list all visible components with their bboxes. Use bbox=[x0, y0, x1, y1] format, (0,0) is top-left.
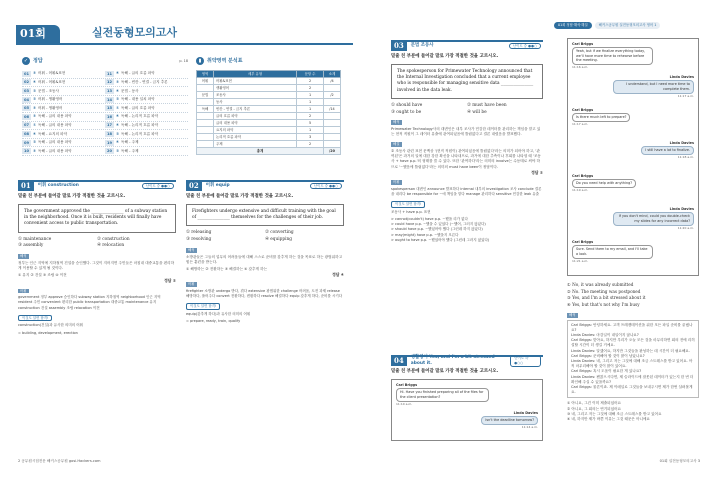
answer-row bbox=[22, 147, 188, 156]
chat-window bbox=[391, 379, 543, 441]
answer-mark: ② bbox=[33, 88, 37, 93]
answer-type: 독해 - 요지의 파악 bbox=[38, 131, 68, 136]
chat-time: 11:20 a.m. bbox=[677, 225, 694, 230]
answer-type: 문법 - 동사 bbox=[121, 88, 139, 93]
question-bar bbox=[391, 355, 543, 365]
chat-time: 11:19 a.m. bbox=[572, 188, 589, 193]
answer-type: 독해 - 논리적 흐름 파악 bbox=[121, 114, 159, 119]
answer-row bbox=[22, 139, 188, 148]
answer-cell bbox=[22, 140, 105, 146]
table-header: 소계 bbox=[323, 71, 340, 78]
question-04 bbox=[391, 355, 543, 441]
weak-title: 취약영역 분석표 bbox=[207, 57, 243, 64]
answer-number: 17 bbox=[106, 123, 112, 128]
chat-bubble: Yeah, but if we finalize everything today, we'll have more time to rehearse before the meeting. bbox=[572, 47, 653, 66]
option-item: ① No, it was already submitted bbox=[567, 282, 634, 287]
table-row bbox=[197, 99, 341, 106]
cell-count: 2 bbox=[297, 78, 324, 85]
answer-row bbox=[22, 113, 188, 122]
solution-text: ② 조동사 관련 표현 문맥상 '(현직 직원이) 관여되었음에 틀림없다'라는 의미가 되어야 하고, '관여된'은 과거의 일에 대한 강한 확신을 나타내므로, 과거에 대한 추측이나 후회를 나타낼 때 '조동사 + have p.p.'의 형태를 쓸 수 있다. 또한 '관여하다'라는 의미의 involve는 수동태로 써야 하므로 '~했음에 틀림없다'라는 의미의 must have been이 정답이다. bbox=[391, 149, 541, 169]
tag-translation: 해석 bbox=[188, 247, 195, 252]
chat-message bbox=[613, 207, 694, 230]
answer-cell bbox=[105, 71, 188, 77]
translation-text: 소방관들은 그들의 업무의 어려움들에 대해 스스로 준비를 갖추게 하는 것을 목표로 하는 광범위하고 힘든 훈련을 받는다. bbox=[186, 254, 343, 264]
answer-mark: ④ bbox=[116, 122, 120, 127]
cell-sub: 어휘&표현 bbox=[213, 78, 296, 85]
cell-area bbox=[197, 85, 214, 92]
chat-sender: Linda Davies bbox=[669, 75, 694, 79]
answer-type: 문법 - 조동사 bbox=[38, 88, 59, 93]
table-row bbox=[197, 127, 341, 134]
answer-number: 12 bbox=[106, 80, 112, 85]
chat-sender: Linda Davies bbox=[669, 207, 694, 211]
answer-cell bbox=[105, 148, 188, 154]
answer-type: 독해 - 글의 내용 파악 bbox=[38, 122, 72, 127]
answer-type: 어휘 - 어휘&표현 bbox=[38, 71, 66, 76]
option-item: ② No. The meeting was postponed bbox=[567, 288, 641, 294]
chat-bubble: Hi. Have you finished preparing all of the files for the client presentation? bbox=[396, 388, 489, 402]
answer-cell bbox=[105, 131, 188, 137]
answers-page-ref: p. 18 bbox=[179, 58, 188, 63]
cell-area: 문법 bbox=[197, 92, 214, 99]
answer-cell bbox=[105, 97, 188, 103]
answer-number: 07 bbox=[23, 123, 29, 128]
answer-type: 독해 - 글의 흐름 파악 bbox=[121, 105, 155, 110]
cell-sum bbox=[323, 141, 340, 148]
option-item: ③ resolving bbox=[186, 237, 212, 243]
tag-translation: 해석 bbox=[20, 254, 27, 259]
chat-sender: Carl Briggs bbox=[572, 108, 594, 112]
tag-translation: 해석 bbox=[393, 120, 400, 125]
cell-sum bbox=[323, 127, 340, 134]
translation-option: ② 아니요, 그 회의는 연기되었어요 bbox=[567, 406, 622, 411]
page-title: 실전동형모의고사 bbox=[92, 26, 178, 39]
chat-sender: Carl Briggs bbox=[572, 174, 594, 178]
answer-number: 16 bbox=[106, 114, 112, 119]
option-item: ① releasing bbox=[186, 230, 212, 236]
answer-row bbox=[22, 96, 188, 105]
answer-label: 정답 ② bbox=[164, 278, 176, 284]
cell-count: 5 bbox=[297, 120, 324, 127]
translation-line: Linda Davies: 괜찮으시다면, 제 슬라이드에 잘못된 데이터가 있는지 한 번 더 확인해 주실 수 있을까요? bbox=[571, 374, 694, 384]
answer-cell bbox=[22, 114, 105, 120]
answer-cell bbox=[22, 79, 105, 85]
answer-mark: ③ bbox=[33, 148, 37, 153]
chat-message bbox=[572, 174, 636, 192]
check-icon: ✓ bbox=[23, 57, 29, 64]
answer-cell bbox=[105, 88, 188, 94]
question-number: 01 bbox=[18, 181, 34, 191]
question-passage: The government approved the _______________ of a subway station in the neighborhood. Once it is built, residents will finally have convenient access to public transportation. bbox=[18, 204, 176, 233]
right-page bbox=[359, 0, 718, 480]
answer-type: 독해 - 주제 bbox=[121, 148, 139, 153]
translation-line: Carl Briggs: 준비해야 할 것이 많이 남았나요? bbox=[571, 353, 645, 358]
answer-mark: ④ bbox=[33, 131, 37, 136]
chat-window-main bbox=[567, 38, 699, 276]
translation-line: Carl Briggs: 안녕하세요. 고객 프레젠테이션을 위한 모든 파일 준비를 끝냈나요? bbox=[571, 322, 693, 332]
chat-sender: Linda Davies bbox=[513, 410, 538, 415]
answer-cell bbox=[105, 122, 188, 128]
cell-sum: /2 bbox=[323, 92, 340, 99]
chat-bubble: Is there much left to prepare? bbox=[572, 113, 630, 123]
chat-time: 11:17 a.m. bbox=[572, 122, 589, 127]
chat-options bbox=[567, 282, 699, 422]
answer-mark: ① bbox=[116, 105, 120, 110]
translation-line: Carl Briggs: 혹시 도움이 필요한 게 있나요? bbox=[571, 369, 642, 374]
question-topic: 어휘 equip bbox=[205, 183, 230, 189]
translation-options: ① 유지 ② 건설 ③ 조립 ④ 이전 bbox=[18, 273, 67, 278]
tag-vocab: 어휘 bbox=[393, 179, 400, 184]
answer-number: 04 bbox=[23, 97, 29, 102]
answer-type: 어휘 - 생활영어 bbox=[38, 97, 63, 102]
chat-sender: Carl Briggs bbox=[572, 42, 594, 46]
question-bar bbox=[391, 40, 543, 50]
answer-number: 20 bbox=[106, 149, 112, 154]
tip-words: = building, development, erection bbox=[18, 330, 78, 335]
chat-time: 11:17 a.m. bbox=[677, 93, 694, 98]
option-item: ④ equipping bbox=[265, 237, 293, 243]
tip-text: 조동사 + have p.p. 표현 bbox=[391, 209, 431, 214]
cell-count: 1 bbox=[297, 92, 324, 99]
answer-number: 19 bbox=[106, 140, 112, 145]
page-header bbox=[16, 25, 353, 45]
question-instruction: 밑줄 친 부분에 들어갈 말로 가장 적절한 것을 고르시오. bbox=[391, 369, 499, 374]
tag-solution: 해설 bbox=[393, 142, 400, 147]
answer-type: 독해 - 글의 흐름 파악 bbox=[121, 71, 155, 76]
tip-text: construction(건설)과 유사한 의미의 어휘 bbox=[18, 323, 84, 328]
answer-cell bbox=[22, 131, 105, 137]
option-item: ② construction bbox=[97, 236, 130, 242]
chat-translation-options bbox=[567, 401, 699, 422]
answer-label: 정답 ② bbox=[531, 169, 543, 175]
cell-sub: 글의 흐름 파악 bbox=[213, 113, 296, 120]
answer-number: 06 bbox=[23, 114, 29, 119]
cell-sub: 빈칸 - 연결 - 금지 추론 bbox=[213, 106, 296, 113]
cell-area bbox=[197, 99, 214, 106]
question-bar bbox=[186, 180, 344, 190]
question-number: 02 bbox=[186, 181, 202, 191]
cell-area bbox=[197, 127, 214, 134]
vocab-text: firefighter 소방관 undergo 받다, 겪다 extensive 광범위한 challenge 어려움, 도전 과제 release 해방하다, 풀어주다 convert 전환하다, 변환하다 resolve 해결하다 equip 갖추게 하다, 준비를 시키다 bbox=[186, 288, 343, 299]
book-title: 해커스공무원 실전동형모의고사 영어 1 bbox=[595, 22, 661, 29]
translation-line: Carl Briggs: 맞아요, 하지만 우리가 오늘 모든 것을 마무리하면 회의 전에 리허설할 시간이 더 생길 거예요. bbox=[571, 338, 695, 348]
chat-time: 11:21 a.m. bbox=[572, 258, 589, 263]
answer-mark: ④ bbox=[116, 71, 120, 76]
option-item: ② must have been bbox=[467, 102, 507, 108]
section-tab: 01회 정답·해석·해설 bbox=[554, 22, 592, 28]
question-instruction: 밑줄 친 부분에 들어갈 말로 가장 적절한 것을 고르시오. bbox=[18, 194, 126, 199]
left-footer: 2 공무원시험전문 해커스공무원 gosi.Hackers.com bbox=[18, 459, 101, 463]
chat-message bbox=[396, 383, 489, 406]
chat-time: 11:14 a.m. bbox=[521, 425, 538, 430]
answer-number: 05 bbox=[23, 106, 29, 111]
answer-number: 18 bbox=[106, 131, 112, 136]
option-list bbox=[391, 103, 543, 116]
difficulty-badge: 난이도 중 ●●○ bbox=[509, 43, 541, 50]
option-item: ④ Yes, but that's not why I'm busy bbox=[567, 301, 640, 307]
chat-bubble: If you don't mind, could you double-check my slides for any incorrect data? bbox=[613, 212, 694, 226]
answer-number: 01 bbox=[23, 71, 29, 76]
answer-number: 14 bbox=[106, 97, 112, 102]
vocab-text: spokesperson 대변인 announce 발표하다 internal 내부의 investigation 조사 conclude 결론을 내리다 be responsible for ~에 책임을 맡다 manage 관리하다 sensitive 민감한 leak 유출 bbox=[391, 186, 542, 196]
answer-number: 02 bbox=[23, 80, 29, 85]
round-badge: 01회 bbox=[16, 25, 60, 43]
answer-cell bbox=[105, 114, 188, 120]
answer-cell bbox=[22, 122, 105, 128]
translation-text: Primewater Technology사의 대변인은 내부 조사가 민감한 데이터를 관리하는 책임을 맡고 있는 현직 직원이 그 데이터 유출에 관여되었음에 틀림없다고 결론 내렸음을 발표했다. bbox=[391, 127, 541, 137]
table-header: 문항 수 bbox=[297, 71, 324, 78]
answer-mark: ③ bbox=[33, 71, 37, 76]
answer-mark: ④ bbox=[116, 140, 120, 145]
answer-row bbox=[22, 104, 188, 113]
answer-cell bbox=[105, 140, 188, 146]
right-header bbox=[554, 22, 660, 29]
question-passage: Firefighters undergo extensive and difficult training with the goal of _______________ themselves for the challenges of their job. bbox=[186, 204, 344, 226]
tag-vocab: 어휘 bbox=[188, 282, 195, 287]
answer-mark: ③ bbox=[33, 105, 37, 110]
right-footer: 01회 실전동형모의고사 3 bbox=[659, 459, 700, 463]
cell-count: 2 bbox=[297, 141, 324, 148]
option-item: ③ assembly bbox=[18, 243, 44, 249]
tag-vocab: 어휘 bbox=[20, 288, 27, 293]
answer-cell bbox=[105, 79, 188, 85]
answer-type: 어휘 - 어휘&표현 bbox=[38, 79, 66, 84]
vocab-text: government 정부 approve 승인하다 subway station 지하철역 neighborhood 인근 지역 resident 주민 convenient 편리한 public transportation 대중교통 maintenance 유지 construction 건설 assembly 조립 relocation 이전 bbox=[18, 295, 161, 310]
answer-number: 08 bbox=[23, 131, 29, 136]
question-topic: 생활영어 Yes, and I'm a bit stressed about it. bbox=[410, 355, 495, 366]
tip-list bbox=[391, 217, 543, 243]
tip-item: > ought to have p.p. ~했었어야 했다 (그런데 그러지 않았다) bbox=[391, 237, 490, 242]
option-item: ① maintenance bbox=[18, 236, 52, 242]
cell-sub: 논리적 흐름 파악 bbox=[213, 134, 296, 141]
answer-mark: ④ bbox=[33, 79, 37, 84]
tip-item: > should have p.p. ~했었어야 했다 (그런데 하지 않았다) bbox=[391, 227, 483, 232]
answer-mark: ④ bbox=[116, 114, 120, 119]
cell-sub: 글의 내용 파악 bbox=[213, 120, 296, 127]
chat-sender: Carl Briggs bbox=[396, 382, 418, 387]
question-topic: 문법 조동사 bbox=[410, 43, 434, 49]
tip-text: equip(갖추게 하다)과 유사한 의미의 어휘 bbox=[186, 311, 251, 316]
cell-count: 1 bbox=[297, 99, 324, 106]
option-item: ④ will be bbox=[467, 109, 487, 115]
translation-option: ④ 네, 하지만 제가 바쁜 이유는 그것 때문은 아니에요 bbox=[567, 417, 650, 422]
answer-cell bbox=[22, 105, 105, 111]
option-item: ① should have bbox=[391, 102, 423, 108]
tip-words: = prepare, ready, train, qualify bbox=[186, 319, 241, 324]
cell-area: 독해 bbox=[197, 106, 214, 113]
chat-message bbox=[572, 42, 653, 69]
question-number: 03 bbox=[391, 41, 407, 51]
answer-row bbox=[22, 122, 188, 131]
cell-area bbox=[197, 141, 214, 148]
question-instruction: 밑줄 친 부분에 들어갈 말로 가장 적절한 것을 고르시오. bbox=[186, 194, 294, 199]
translation-line: Linda Davies: 마감일이 내일이지 않나요? bbox=[571, 333, 639, 337]
table-row bbox=[197, 120, 341, 127]
cell-sub: 요지의 파악 bbox=[213, 127, 296, 134]
answer-mark: ① bbox=[33, 122, 37, 127]
option-item: ④ relocation bbox=[97, 243, 125, 249]
answer-type: 독해 - 글의 내용 파악 bbox=[38, 148, 72, 153]
option-list bbox=[18, 237, 176, 250]
answer-type: 독해 - 주제 bbox=[121, 140, 139, 145]
translation-option: ③ 네, 그리고 저는 그것에 대해 조금 스트레스를 받고 있어요 bbox=[567, 411, 662, 416]
table-header: 세부 유형 bbox=[213, 71, 296, 78]
answer-mark: ② bbox=[33, 97, 37, 102]
tip-badge: 이것도 알면 합격! bbox=[18, 315, 52, 322]
question-bar bbox=[18, 180, 176, 190]
tip-item: > could have p.p. ~했을 수 있었다 (~했어, 그러지 않았다) bbox=[391, 222, 486, 227]
option-item: ③ ought to be bbox=[391, 109, 422, 115]
answer-type: 독해 - 내용 일치 파악 bbox=[121, 97, 155, 102]
answer-row bbox=[22, 87, 188, 96]
cell-sum bbox=[323, 120, 340, 127]
translation-line: Linda Davies: 네, 그리고 저는 그것에 대해 조금 스트레스를 받고 있어요. 아직 마무리해야 할 것이 많이 있어요. bbox=[571, 359, 693, 369]
chart-icon: ▮ bbox=[196, 57, 204, 65]
answers-title: 정답 bbox=[33, 57, 43, 64]
answer-grid bbox=[22, 70, 188, 156]
chat-message bbox=[572, 108, 630, 126]
answer-number: 03 bbox=[23, 88, 29, 93]
cell-sum: /4 bbox=[323, 78, 340, 85]
cell-area: 어휘 bbox=[197, 78, 214, 85]
answers-header bbox=[22, 57, 188, 65]
cell-count: 1 bbox=[297, 127, 324, 134]
chat-message bbox=[572, 240, 653, 263]
translation-options: ① 해방하는 ② 전환하는 ③ 해결하는 ④ 갖추게 하는 bbox=[186, 266, 268, 271]
answer-mark: ④ bbox=[116, 88, 120, 93]
question-01 bbox=[18, 180, 176, 336]
table-header: 영역 bbox=[197, 71, 214, 78]
cell-count: 2 bbox=[297, 113, 324, 120]
answer-label: 정답 ④ bbox=[332, 272, 344, 278]
difficulty-badge: 난이도 하 ●○○ bbox=[510, 355, 541, 366]
chat-time: 11:18 a.m. bbox=[677, 155, 694, 160]
translation-line: Carl Briggs: 물론이죠. 제 이메일로 그것들을 보내주시면 제가 한번 살펴볼게요. bbox=[571, 385, 693, 395]
chat-sender: Linda Davies bbox=[669, 141, 694, 145]
answer-cell bbox=[105, 105, 188, 111]
answer-number: 15 bbox=[106, 106, 112, 111]
question-instruction: 밑줄 친 부분에 들어갈 말로 가장 적절한 것을 고르시오. bbox=[391, 54, 499, 59]
cell-sum bbox=[323, 134, 340, 141]
answer-mark: ② bbox=[116, 97, 120, 102]
tip-badge: 이것도 알면 합격! bbox=[186, 303, 220, 310]
chat-bubble: Isn't the deadline tomorrow? bbox=[481, 416, 538, 426]
tip-item: > may(might) have p.p. ~했을지 모른다 bbox=[391, 232, 459, 237]
tip-item: > cannot(couldn't) have p.p. ~했을 리가 없다 bbox=[391, 216, 468, 221]
chat-message bbox=[613, 75, 694, 98]
translation-line: Linda Davies: 알겠어요, 하지만 그것들을 완성하는 데 시간이 더 필요해요. bbox=[571, 348, 691, 353]
question-02 bbox=[186, 180, 344, 324]
cell-sum: /14 bbox=[323, 106, 340, 113]
answer-type: 독해 - 빈칸 - 연결 - 금지 추론 bbox=[121, 79, 168, 84]
weak-area-table bbox=[196, 70, 341, 155]
total-value: /20 bbox=[323, 148, 340, 155]
cell-sub: 동사 bbox=[213, 99, 296, 106]
answer-mark: ② bbox=[33, 140, 37, 145]
question-passage: The spokesperson for Primewater Technology announced that the Internal Investigation concluded that a current employee who is responsible for managing sensitive data _______________ involved in the data leak. bbox=[391, 64, 543, 99]
chat-time: 11:16 a.m. bbox=[572, 65, 589, 70]
cell-sub: 생활영어 bbox=[213, 85, 296, 92]
answer-number: 10 bbox=[23, 149, 29, 154]
difficulty-badge: 난이도 중 ●●○ bbox=[310, 183, 342, 190]
cell-count: 1 bbox=[297, 106, 324, 113]
answer-cell bbox=[22, 97, 105, 103]
chat-bubble: I understand, but I need more time to complete them. bbox=[613, 80, 694, 94]
cell-sum bbox=[323, 99, 340, 106]
answer-row bbox=[22, 130, 188, 139]
cell-area bbox=[197, 134, 214, 141]
cell-sum bbox=[323, 85, 340, 92]
chat-sender: Carl Briggs bbox=[572, 240, 594, 244]
question-03 bbox=[391, 40, 543, 243]
table-row bbox=[197, 106, 341, 113]
answer-mark: ③ bbox=[116, 79, 120, 84]
answer-cell bbox=[22, 148, 105, 154]
table-row bbox=[197, 85, 341, 92]
answer-number: 11 bbox=[106, 71, 112, 76]
cell-area bbox=[197, 120, 214, 127]
total-label: 총계 bbox=[197, 148, 324, 155]
table-total-row bbox=[197, 148, 341, 155]
answer-type: 독해 - 논리적 흐름 파악 bbox=[121, 122, 159, 127]
answer-type: 독해 - 글의 내용 파악 bbox=[38, 114, 72, 119]
answer-type: 어휘 - 생활영어 bbox=[38, 105, 63, 110]
cell-sub: 조동사 bbox=[213, 92, 296, 99]
tip-badge: 이것도 알면 합격! bbox=[391, 201, 425, 208]
answer-type: 독해 - 글의 내용 파악 bbox=[38, 140, 72, 145]
translation-option: ① 아니요, 그건 이미 제출되었어요 bbox=[567, 401, 622, 406]
tag-translation: 해석 bbox=[569, 313, 576, 317]
translation-text: 정부는 인근 지역에 지하철역 건설을 승인했다. 그것이 지어지면 주민들은 마침내 대중교통을 편리하게 이용할 수 있게 될 것이다. bbox=[18, 260, 175, 270]
question-number: 04 bbox=[391, 356, 407, 366]
chat-bubble: Sure. Send them to my email, and I'll take a look. bbox=[572, 245, 653, 259]
difficulty-badge: 난이도 중 ●●○ bbox=[142, 183, 174, 190]
table-row bbox=[197, 113, 341, 120]
cell-sub: 주제 bbox=[213, 141, 296, 148]
cell-count: 3 bbox=[297, 134, 324, 141]
answer-mark: ② bbox=[116, 148, 120, 153]
chat-message bbox=[641, 141, 694, 159]
answer-number: 13 bbox=[106, 88, 112, 93]
question-topic: 어휘 construction bbox=[37, 183, 79, 189]
cell-count: 2 bbox=[297, 85, 324, 92]
chat-message bbox=[481, 411, 538, 429]
chat-translation bbox=[567, 320, 699, 399]
table-row bbox=[197, 141, 341, 148]
chat-time: 11:10 a.m. bbox=[396, 401, 413, 406]
cell-area bbox=[197, 113, 214, 120]
table-row bbox=[197, 92, 341, 99]
answer-row bbox=[22, 79, 188, 88]
answer-mark: ② bbox=[116, 131, 120, 136]
option-item: ③ Yes, and I'm a bit stressed about it bbox=[567, 295, 646, 300]
weak-header bbox=[196, 57, 243, 65]
option-item: ② converting bbox=[265, 230, 294, 236]
chat-bubble: I still have a lot to finalize. bbox=[641, 146, 694, 156]
answer-cell bbox=[22, 88, 105, 94]
answer-cell bbox=[22, 71, 105, 77]
answer-number: 09 bbox=[23, 140, 29, 145]
answer-row bbox=[22, 70, 188, 79]
table-row bbox=[197, 134, 341, 141]
cell-sum bbox=[323, 113, 340, 120]
table-row bbox=[197, 78, 341, 85]
option-list bbox=[186, 230, 344, 243]
answer-type: 독해 - 논리적 흐름 파악 bbox=[121, 131, 159, 136]
chat-bubble: Do you need help with anything? bbox=[572, 179, 636, 189]
answer-mark: ③ bbox=[33, 114, 37, 119]
